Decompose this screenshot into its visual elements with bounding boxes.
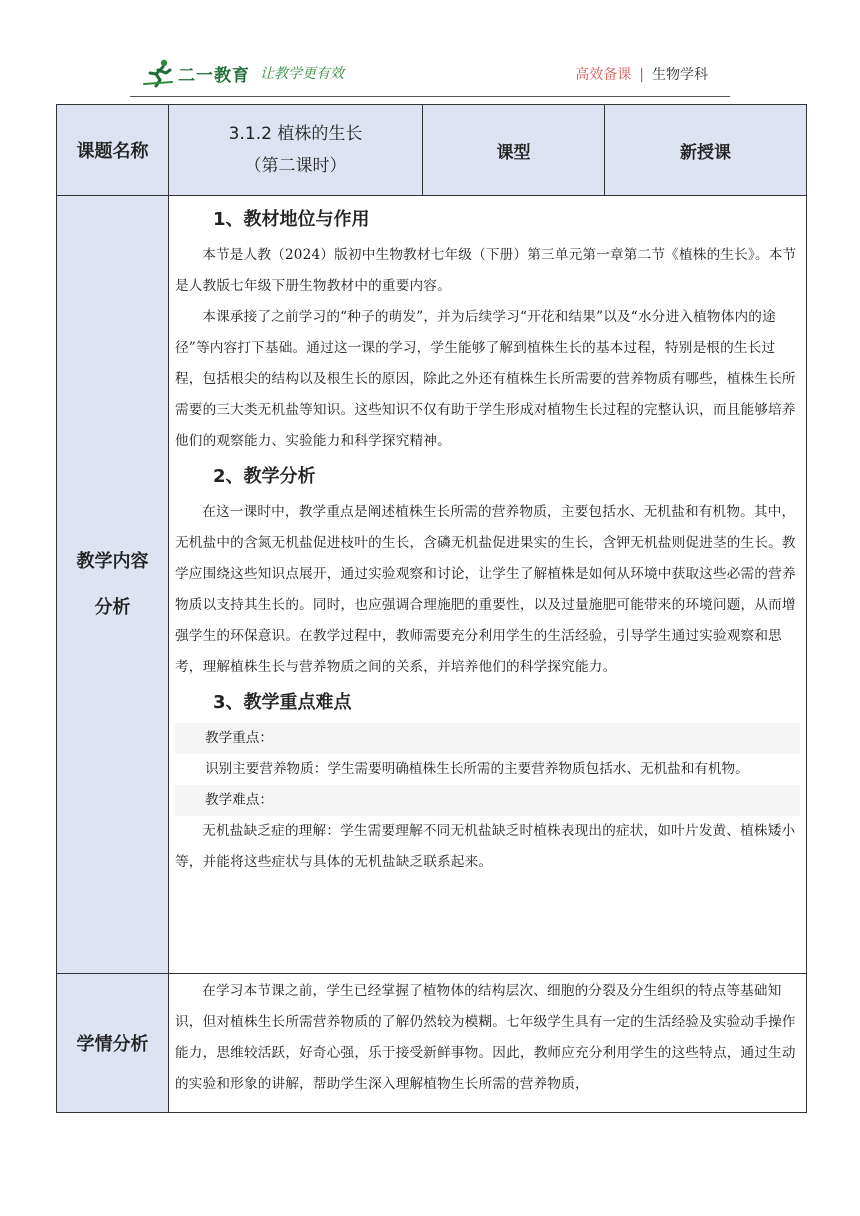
table-row-title — [57, 105, 807, 196]
difficult-points-text: 无机盐缺乏症的理解：学生需要理解不同无机盐缺乏时植株表现出的症状，如叶片发黄、植株矮小等，并能将这些症状与具体的无机盐缺乏联系起来。 — [175, 823, 796, 870]
table-row-learner-analysis — [57, 974, 807, 1113]
course-title — [169, 105, 423, 196]
page-header — [130, 52, 730, 98]
header-label-subject: 生物学科 — [652, 67, 708, 83]
runner-logo-icon — [142, 58, 176, 88]
header-subject — [575, 64, 708, 84]
section2-paragraph-1: 在这一课时中，教学重点是阐述植株生长所需的营养物质，主要包括水、无机盐和有机物。其中，无机盐中的含氮无机盐促进枝叶的生长，含磷无机盐促进果实的生长，含钾无机盐则促进茎的生长。教学应围绕这些知识点展开，通过实验观察和讨论，让学生了解植株是如何从环境中获取这些必需的营养物质以支持其生长的。同时，也应强调合理施肥的重要性，以及过量施肥可能带来的环境问题，从而增强学生的环保意识。在教学过程中，教师需要充分利用学生的生活经验，引导学生通过实验观察和思考，理解植株生长与营养物质之间的关系，并培养他们的科学探究能力。 — [175, 504, 796, 675]
lesson-type-value: 新授课 — [605, 105, 807, 196]
key-points-text: 识别主要营养物质：学生需要明确植株生长所需的主要营养物质包括水、无机盐和有机物。 — [205, 761, 749, 777]
section-heading-3: 3、教学重点难点 — [213, 692, 352, 713]
label-content-analysis-line2: 分析 — [94, 596, 131, 618]
section-heading-2: 2、教学分析 — [213, 466, 316, 487]
slogan: 让教学更有效 — [260, 66, 344, 82]
label-learner-analysis: 学情分析 — [57, 974, 169, 1113]
label-course-name: 课题名称 — [57, 105, 169, 196]
logo-text: 二一教育 — [178, 65, 250, 86]
lesson-plan-table — [56, 104, 807, 1113]
label-content-analysis-line1: 教学内容 — [76, 550, 149, 572]
content-analysis-body — [169, 196, 807, 974]
key-points-label: 教学重点： — [175, 723, 800, 754]
header-separator: | — [639, 67, 644, 83]
header-label-efficient: 高效备课 — [575, 67, 632, 83]
learner-analysis-body — [169, 974, 807, 1113]
section-heading-1: 1、教材地位与作用 — [213, 209, 370, 230]
logo — [142, 58, 344, 88]
header-divider — [130, 96, 730, 97]
course-title-line2: （第二课时） — [244, 156, 347, 176]
difficult-points-label: 教学难点： — [175, 785, 800, 816]
learner-analysis-text: 在学习本节课之前，学生已经掌握了植物体的结构层次、细胞的分裂及分生组织的特点等基础知识，但对植株生长所需营养物质的了解仍然较为模糊。七年级学生具有一定的生活经验及实验动手操作能力，思维较活跃，好奇心强，乐于接受新鲜事物。因此，教师应充分利用学生的这些特点，通过生动的实验和形象的讲解，帮助学生深入理解植物生长所需的营养物质， — [175, 983, 796, 1092]
table-row-content-analysis — [57, 196, 807, 974]
label-content-analysis — [57, 196, 169, 974]
section1-paragraph-1: 本节是人教（2024）版初中生物教材七年级（下册）第三单元第一章第二节《植株的生长》。本节是人教版七年级下册生物教材中的重要内容。 — [175, 247, 797, 294]
label-lesson-type: 课型 — [423, 105, 605, 196]
course-title-line1: 3.1.2 植株的生长 — [228, 124, 363, 144]
section1-paragraph-2: 本课承接了之前学习的“种子的萌发”，并为后续学习“开花和结果”以及“水分进入植物体内的途径”等内容打下基础。通过这一课的学习，学生能够了解到植株生长的基本过程，特别是根的生长过程，包括根尖的结构以及根生长的原因，除此之外还有植株生长所需要的营养物质有哪些，植株生长所需要的三大类无机盐等知识。这些知识不仅有助于学生形成对植物生长过程的完整认识，而且能够培养他们的观察能力、实验能力和科学探究精神。 — [175, 309, 796, 449]
